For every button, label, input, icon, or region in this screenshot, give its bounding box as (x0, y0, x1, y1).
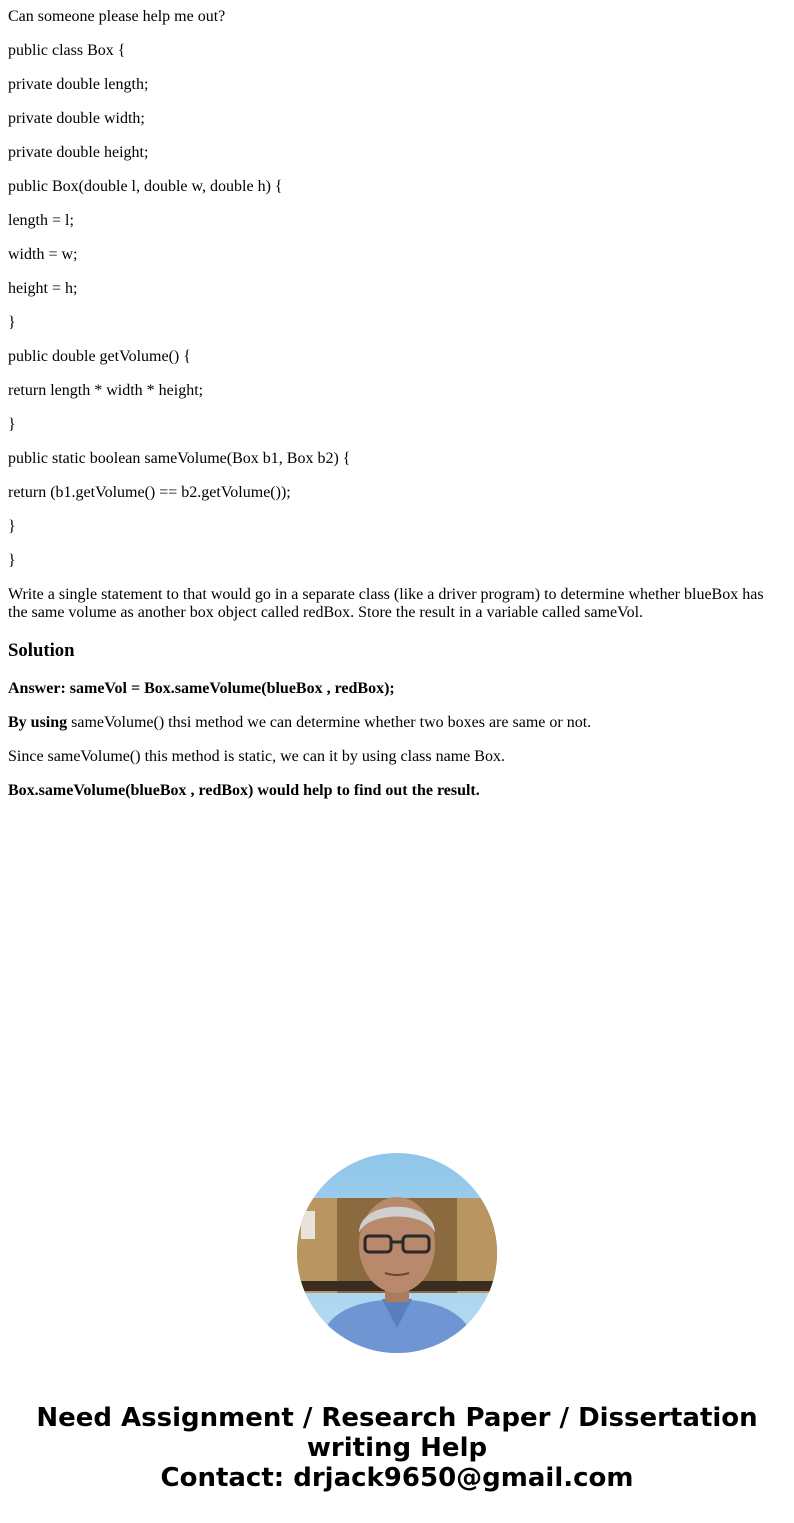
footer-line: Need Assignment / Research Paper / Dissertation (36, 1403, 758, 1433)
solution-static-note: Since sameVolume() this method is static, we can it by using class name Box. (8, 748, 505, 765)
avatar (297, 1153, 497, 1353)
code-line: } (8, 416, 16, 433)
footer-line: writing Help (306, 1433, 488, 1463)
document-body (8, 0, 786, 816)
code-line: } (8, 518, 16, 535)
code-line: public Box(double l, double w, double h) { (8, 178, 283, 195)
code-line: private double length; (8, 76, 149, 93)
question-prompt: Write a single statement to that would go in a separate class (like a driver program) to determine whether blueBox has the same volume as another box object called redBox. Store the result in a variable called sameVol. (8, 586, 764, 621)
solution-answer (8, 680, 786, 698)
footer-contact: Contact: drjack9650@gmail.com (160, 1463, 634, 1493)
solution-conclusion (8, 782, 786, 800)
solution-explanation (8, 714, 786, 732)
code-line: private double width; (8, 110, 145, 127)
code-line: private double height; (8, 144, 149, 161)
avatar-portrait (297, 1153, 497, 1353)
code-line: public class Box { (8, 42, 126, 59)
conclusion-text: Box.sameVolume(blueBox , redBox) would help to find out the result. (8, 782, 480, 799)
solution-heading: Solution (8, 640, 75, 661)
footer-ad (0, 1403, 794, 1493)
code-line: length = l; (8, 212, 74, 229)
code-line: public double getVolume() { (8, 348, 191, 365)
code-line: public static boolean sameVolume(Box b1, Box b2) { (8, 450, 351, 467)
code-line: height = h; (8, 280, 78, 297)
code-line: width = w; (8, 246, 78, 263)
question-intro: Can someone please help me out? (8, 8, 226, 25)
by-using-label: By using (8, 714, 68, 731)
code-line: return length * width * height; (8, 382, 204, 399)
code-line: return (b1.getVolume() == b2.getVolume()); (8, 484, 291, 501)
by-using-text: sameVolume() thsi method we can determine whether two boxes are same or not. (67, 714, 592, 731)
answer-text: Answer: sameVol = Box.sameVolume(blueBox , redBox); (8, 680, 395, 697)
code-line: } (8, 552, 16, 569)
code-block (8, 42, 786, 570)
code-line: } (8, 314, 16, 331)
